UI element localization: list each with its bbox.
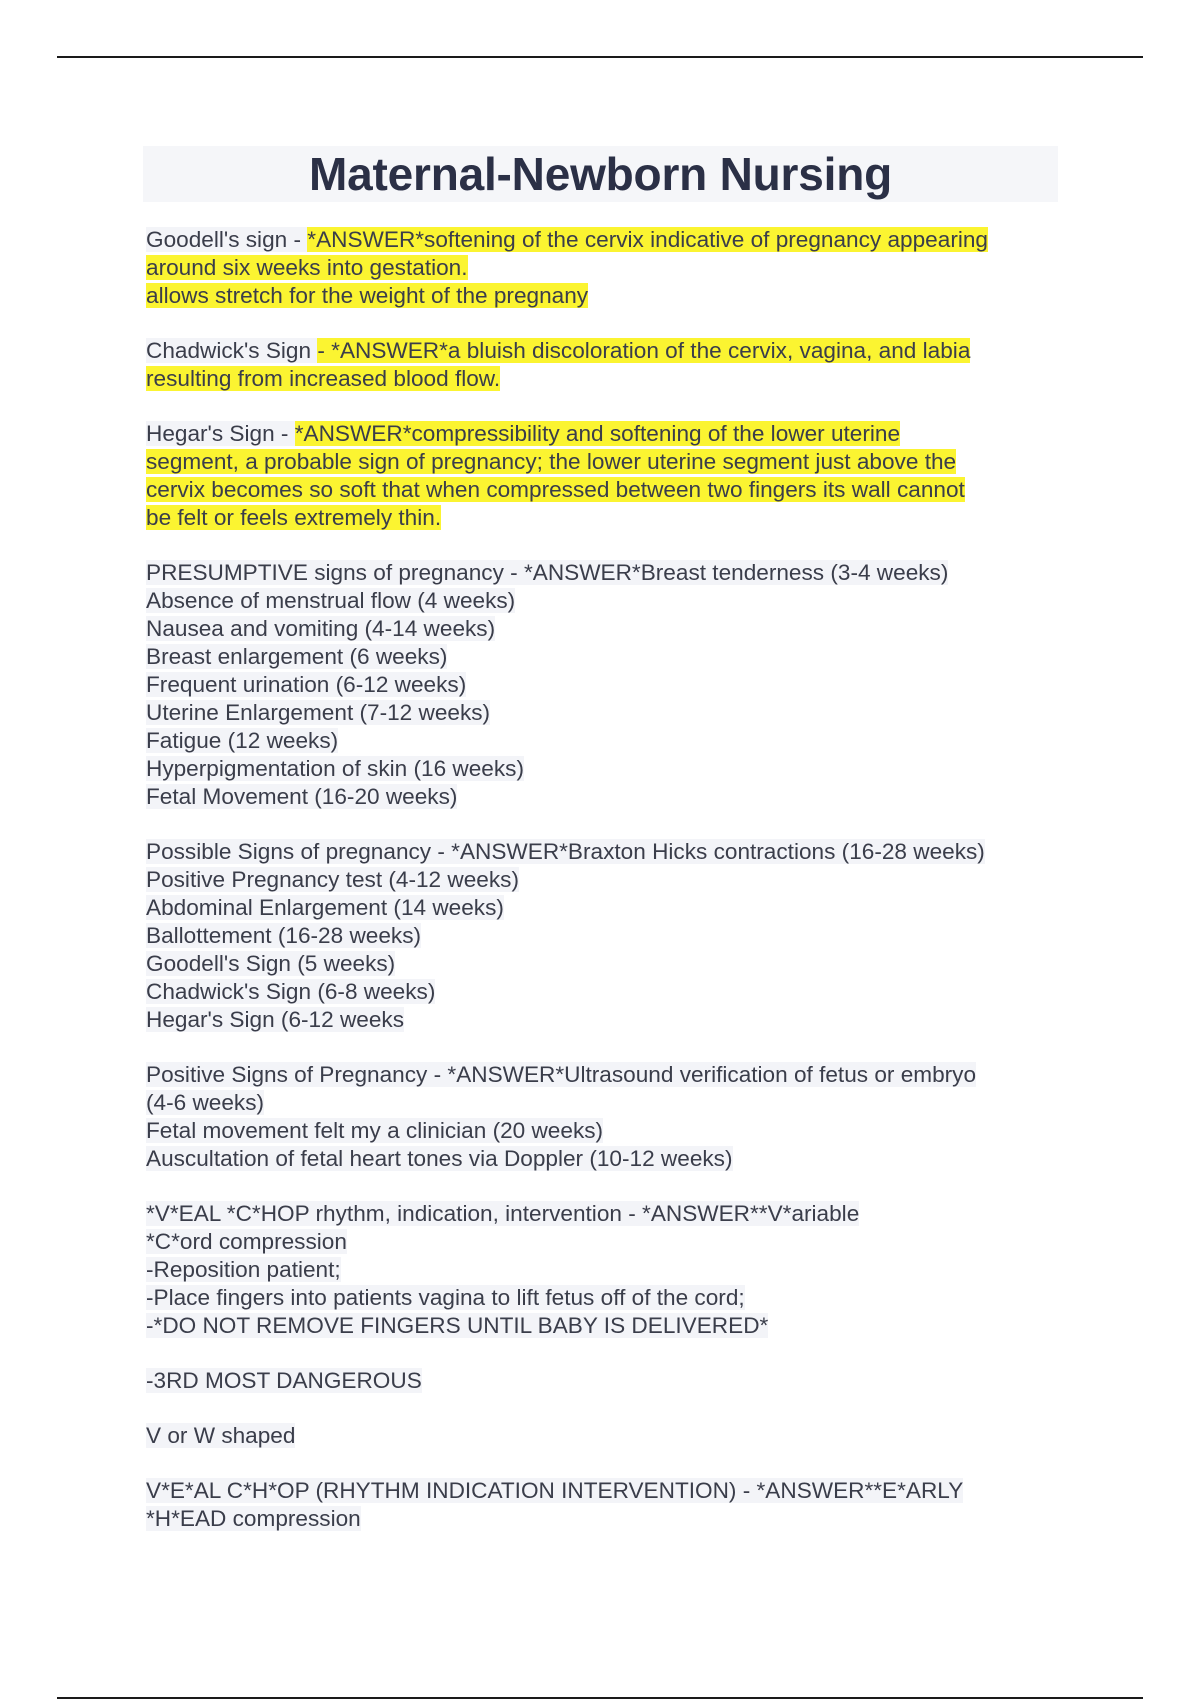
text-line [146, 226, 1076, 254]
plain-text: Nausea and vomiting (4-14 weeks) [146, 616, 496, 641]
text-line [146, 1228, 1076, 1256]
text-line [146, 727, 1076, 755]
text-line [146, 643, 1076, 671]
plain-text: Ballottement (16-28 weeks) [146, 923, 422, 948]
plain-text: Fetal Movement (16-20 weeks) [146, 784, 458, 809]
plain-text: *V*EAL *C*HOP rhythm, indication, intervention - *ANSWER**V*ariable [146, 1201, 860, 1226]
text-line [146, 587, 1076, 615]
text-line [146, 838, 1076, 866]
qa-block-hegars [146, 420, 1076, 532]
highlighted-text: cervix becomes so soft that when compressed between two fingers its wall cannot [146, 477, 965, 502]
highlighted-text: be felt or feels extremely thin. [146, 505, 442, 530]
plain-text: *H*EAD compression [146, 1506, 361, 1531]
text-line [146, 783, 1076, 811]
highlighted-text: *ANSWER*softening of the cervix indicative of pregnancy appearing [307, 227, 988, 252]
text-line [146, 448, 1076, 476]
text-line [146, 615, 1076, 643]
plain-text: Frequent urination (6-12 weeks) [146, 672, 467, 697]
highlighted-text: segment, a probable sign of pregnancy; the lower uterine segment just above the [146, 449, 957, 474]
text-line [146, 1006, 1076, 1034]
text-line [146, 337, 1076, 365]
qa-block-veal-chop-1 [146, 1200, 1076, 1340]
qa-block-positive [146, 1061, 1076, 1173]
plain-text: Positive Signs of Pregnancy - *ANSWER*Ultrasound verification of fetus or embryo [146, 1062, 977, 1087]
highlighted-text: allows stretch for the weight of the pregnany [146, 283, 589, 308]
plain-text: Possible Signs of pregnancy - *ANSWER*Braxton Hicks contractions (16-28 weeks) [146, 839, 985, 864]
qa-block-presumptive [146, 559, 1076, 811]
plain-text: Hyperpigmentation of skin (16 weeks) [146, 756, 524, 781]
text-line [146, 1145, 1076, 1173]
highlighted-text: around six weeks into gestation. [146, 255, 468, 280]
plain-text: V or W shaped [146, 1423, 296, 1448]
text-line [146, 1505, 1076, 1533]
text-line [146, 950, 1076, 978]
text-line [146, 476, 1076, 504]
text-line [146, 866, 1076, 894]
text-line [146, 1200, 1076, 1228]
plain-text: Goodell's sign - [146, 227, 308, 252]
qa-block-possible [146, 838, 1076, 1034]
plain-text: -3RD MOST DANGEROUS [146, 1368, 422, 1393]
text-line [146, 1367, 1076, 1395]
text-line [146, 1061, 1076, 1089]
text-line [146, 1256, 1076, 1284]
plain-text: Goodell's Sign (5 weeks) [146, 951, 396, 976]
text-line [146, 755, 1076, 783]
document-body [146, 226, 1076, 1560]
text-line [146, 699, 1076, 727]
text-line [146, 504, 1076, 532]
text-line [146, 282, 1076, 310]
text-line [146, 978, 1076, 1006]
text-line [146, 1312, 1076, 1340]
text-line [146, 1284, 1076, 1312]
text-line [146, 1477, 1076, 1505]
plain-text: Breast enlargement (6 weeks) [146, 644, 448, 669]
text-line [146, 559, 1076, 587]
plain-text: -Place fingers into patients vagina to lift fetus off of the cord; [146, 1285, 745, 1310]
highlighted-text: resulting from increased blood flow. [146, 366, 501, 391]
highlighted-text: - *ANSWER*a bluish discoloration of the cervix, vagina, and labia [317, 338, 971, 363]
text-line [146, 1089, 1076, 1117]
plain-text: Hegar's Sign (6-12 weeks [146, 1007, 404, 1032]
qa-block-third-most [146, 1367, 1076, 1395]
plain-text: PRESUMPTIVE signs of pregnancy - *ANSWER*Breast tenderness (3-4 weeks) [146, 560, 949, 585]
qa-block-veal-chop-2 [146, 1477, 1076, 1533]
text-line [146, 365, 1076, 393]
plain-text: V*E*AL C*H*OP (RHYTHM INDICATION INTERVENTION) - *ANSWER**E*ARLY [146, 1478, 964, 1503]
plain-text: Chadwick's Sign [146, 338, 318, 363]
plain-text: (4-6 weeks) [146, 1090, 265, 1115]
plain-text: Auscultation of fetal heart tones via Doppler (10-12 weeks) [146, 1146, 733, 1171]
text-line [146, 254, 1076, 282]
plain-text: -*DO NOT REMOVE FINGERS UNTIL BABY IS DELIVERED* [146, 1313, 769, 1338]
title-band [143, 146, 1058, 202]
text-line [146, 922, 1076, 950]
text-line [146, 1422, 1076, 1450]
plain-text: *C*ord compression [146, 1229, 347, 1254]
plain-text: Hegar's Sign - [146, 421, 295, 446]
plain-text: Absence of menstrual flow (4 weeks) [146, 588, 516, 613]
text-line [146, 420, 1076, 448]
top-rule [57, 56, 1143, 58]
highlighted-text: *ANSWER*compressibility and softening of the lower uterine [294, 421, 901, 446]
text-line [146, 1117, 1076, 1145]
plain-text: Fetal movement felt my a clinician (20 weeks) [146, 1118, 604, 1143]
plain-text: -Reposition patient; [146, 1257, 341, 1282]
qa-block-chadwicks [146, 337, 1076, 393]
plain-text: Uterine Enlargement (7-12 weeks) [146, 700, 491, 725]
text-line [146, 894, 1076, 922]
document-title: Maternal-Newborn Nursing [308, 148, 893, 200]
bottom-rule [57, 1697, 1143, 1699]
plain-text: Abdominal Enlargement (14 weeks) [146, 895, 504, 920]
qa-block-goodells [146, 226, 1076, 310]
plain-text: Chadwick's Sign (6-8 weeks) [146, 979, 436, 1004]
plain-text: Fatigue (12 weeks) [146, 728, 339, 753]
text-line [146, 671, 1076, 699]
qa-block-v-or-w [146, 1422, 1076, 1450]
plain-text: Positive Pregnancy test (4-12 weeks) [146, 867, 519, 892]
